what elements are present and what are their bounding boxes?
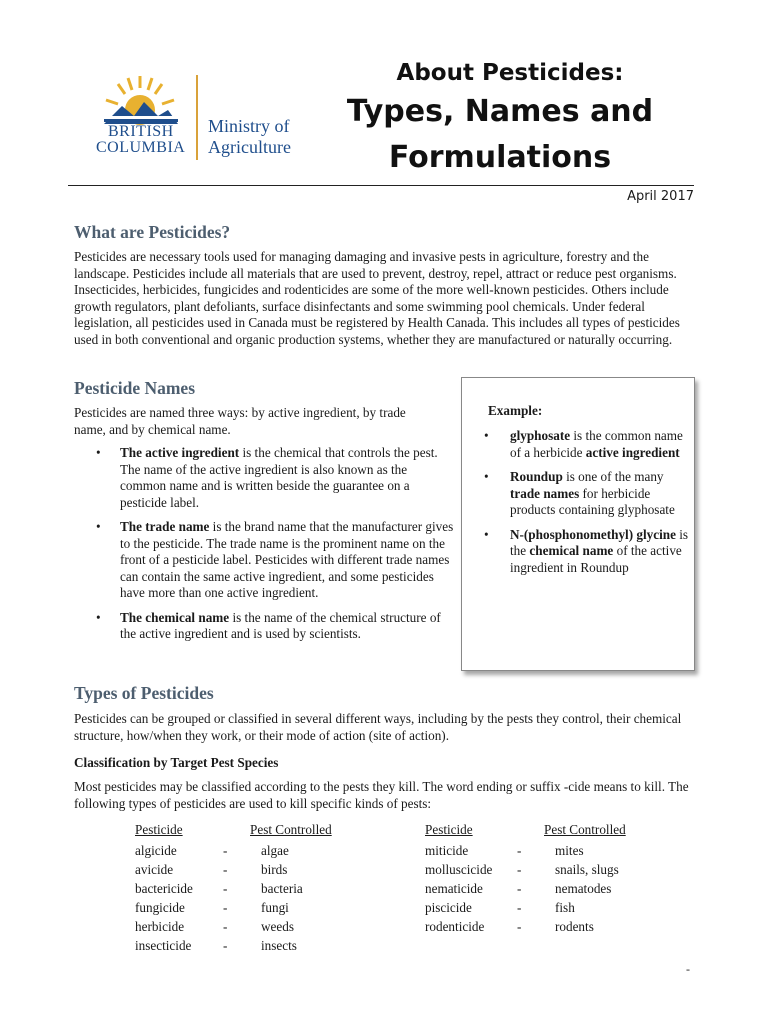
table-cell: rodenticide	[425, 919, 485, 934]
table-dash: -	[517, 919, 522, 934]
table-cell: miticide	[425, 843, 469, 858]
section-body-types: Pesticides can be grouped or classified in several different ways, including by the pests they control, their chemical structure, how/when they work, or their mode of action (site of action).	[74, 711, 682, 743]
example-box	[461, 377, 695, 671]
list-item-text: is the chemical that controls the pest. The name of the active ingredient is also known as the common name and is written beside the guarantee on a pesticide label.	[120, 445, 438, 510]
list-item-text: is the name of the chemical structure of the active ingredient and is used by scientists.	[120, 609, 441, 641]
section-body-what: Pesticides are necessary tools used for managing damaging and invasive pests in agriculture, forestry and the landscape. Pesticides include all materials that are used to prevent, destroy, repel, attract or reduce pest organisms. Insecticides, herbicides, fungicides and rodenticides are some of the more well-known pesticides. Others include growth regulators, plant defoliants, surface disinfectants and some swimming pool chemicals. Under federal legislation, all pesticides used in Canada must be registered by Health Canada. This includes all types of pesticides used in both conventional and organic production systems, whether they are manufactured or naturally occurring.	[74, 249, 680, 347]
table-cell: rodents	[555, 919, 594, 934]
table-cell: insecticide	[135, 938, 192, 953]
pesticide-table	[0, 820, 768, 960]
example-text: is the common name of a herbicide	[510, 428, 683, 460]
title-line3: Formulations	[388, 140, 612, 175]
example-term: glyphosate	[510, 428, 571, 443]
table-cell: bactericide	[135, 881, 193, 896]
title-line2: Types, Names and	[346, 94, 654, 129]
term-chemical-name: The chemical name	[120, 609, 230, 625]
table-dash: -	[223, 938, 228, 953]
logo-text-british: BRITISH	[108, 123, 174, 140]
col-header-pesticide: Pesticide	[135, 822, 183, 837]
table-cell: fungicide	[135, 900, 185, 915]
table-cell: birds	[261, 862, 288, 877]
table-cell: algicide	[135, 843, 177, 858]
example-bold-text: chemical name	[529, 543, 614, 558]
table-cell: nematicide	[425, 881, 483, 896]
logo-text-columbia: COLUMBIA	[96, 139, 186, 156]
table-dash: -	[517, 900, 522, 915]
list-item: • The chemical name is the name of the chemical structure of the active ingredient and is used by scientists.	[96, 609, 441, 641]
table-cell: fungi	[261, 900, 289, 915]
section-body-classification: Most pesticides may be classified according to the pests they kill. The word ending or suffix -cide means to kill. The following types of pesticides are used to kill specific kinds of pests:	[74, 779, 689, 811]
example-text: is one of the many	[562, 469, 664, 484]
table-cell: snails, slugs	[555, 862, 619, 877]
section-heading-names: Pesticide Names	[74, 378, 196, 398]
example-term: Roundup	[510, 469, 563, 484]
header-rule	[68, 185, 694, 186]
publication-date: April 2017	[627, 189, 694, 204]
ministry-name-line1: Ministry of	[208, 116, 290, 136]
col-header-pest: Pest Controlled	[250, 822, 332, 837]
ministry-name-line2: Agriculture	[208, 137, 291, 157]
table-dash: -	[223, 881, 228, 896]
page-corner-mark: -	[686, 962, 690, 976]
table-dash: -	[223, 919, 228, 934]
table-dash: -	[223, 843, 228, 858]
example-term: N-(phosphonomethyl) glycine	[510, 526, 676, 542]
list-item: • Roundup is one of the many trade names for herbicide products containing glyphosate	[484, 469, 675, 517]
list-item: • N-(phosphonomethyl) glycine is the chemical name of the active ingredient in Roundup	[484, 526, 689, 575]
example-text: of the active ingredient in Roundup	[510, 543, 682, 575]
example-bold-text: active ingredient	[585, 444, 680, 460]
example-text: is the	[510, 526, 689, 558]
table-cell: bacteria	[261, 881, 303, 896]
example-list	[462, 428, 690, 584]
section-intro-names: Pesticides are named three ways: by active ingredient, by trade name, and by chemical name.	[74, 405, 406, 437]
table-cell: fish	[555, 900, 575, 915]
title-line1: About Pesticides:	[396, 60, 624, 86]
names-list	[74, 445, 454, 651]
table-cell: molluscicide	[425, 862, 493, 877]
section-heading-what: What are Pesticides?	[74, 222, 231, 242]
table-cell: weeds	[261, 919, 294, 934]
logo-divider	[196, 75, 198, 160]
list-item: • glyphosate is the common name of a herbicide active ingredient	[484, 428, 683, 460]
table-dash: -	[517, 881, 522, 896]
col-header-pesticide: Pesticide	[425, 822, 473, 837]
list-item: • The trade name is the brand name that the manufacturer gives to the pesticide. The trade name is the prominent name on the front of a pesticide label. Pesticides with different trade names can contain the same active ingredient, and some pesticides have more than one active ingredient.	[96, 519, 454, 600]
table-dash: -	[517, 862, 522, 877]
table-dash: -	[517, 843, 522, 858]
table-cell: piscicide	[425, 900, 472, 915]
table-cell: nematodes	[555, 881, 612, 896]
subheading-classification: Classification by Target Pest Species	[74, 755, 279, 770]
example-bold-text: trade names	[510, 485, 580, 501]
example-text: for herbicide products containing glyphosate	[510, 485, 675, 517]
term-trade-name: The trade name	[120, 519, 210, 534]
section-heading-types: Types of Pesticides	[74, 683, 214, 703]
table-dash: -	[223, 900, 228, 915]
table-cell: algae	[261, 843, 289, 858]
table-dash: -	[223, 862, 228, 877]
table-cell: avicide	[135, 862, 174, 877]
example-title: Example:	[488, 403, 543, 418]
table-cell: mites	[555, 843, 584, 858]
list-item-text: is the brand name that the manufacturer gives to the pesticide. The trade name is the prominent name on the front of a pesticide label. Pesticides with different trade names can contain the same active ingredient, and some pesticides have more than one active ingredient.	[120, 519, 454, 600]
list-item: • The active ingredient is the chemical that controls the pest. The name of the active ingredient is also known as the common name and is written beside the guarantee on a pesticide label.	[96, 445, 438, 510]
col-header-pest: Pest Controlled	[544, 822, 626, 837]
term-active-ingredient: The active ingredient	[120, 445, 240, 460]
table-cell: insects	[261, 938, 297, 953]
table-cell: herbicide	[135, 919, 185, 934]
